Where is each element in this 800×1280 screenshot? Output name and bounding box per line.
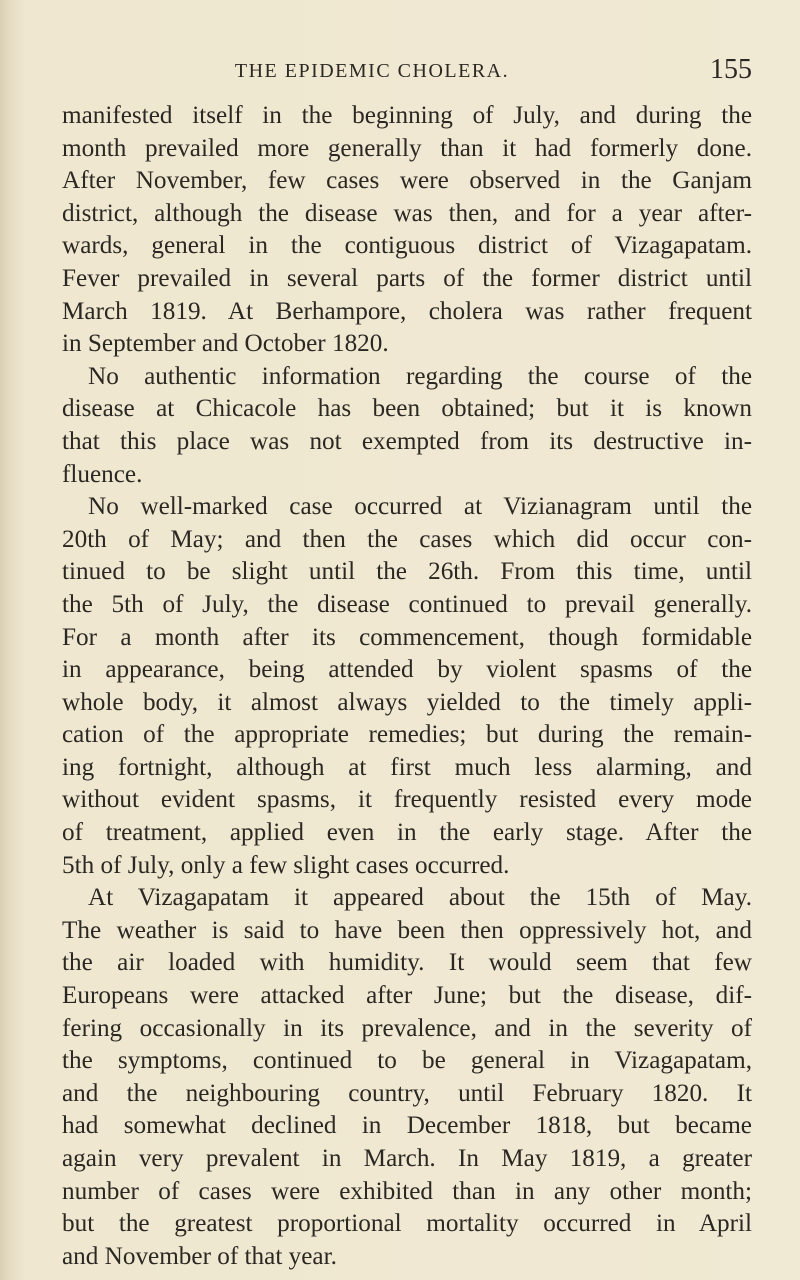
paragraph bbox=[62, 882, 752, 1273]
text-line: fering occasionally in its prevalence, and in the severity of bbox=[62, 1014, 752, 1042]
running-title: THE EPIDEMIC CHOLERA. bbox=[234, 60, 510, 82]
running-head bbox=[62, 46, 752, 86]
text-line: cation of the appropriate remedies; but during the remain- bbox=[62, 721, 752, 749]
text-line: number of cases were exhibited than in any other month; bbox=[62, 1177, 752, 1205]
text-line: The weather is said to have been then oppressively hot, and bbox=[62, 916, 752, 944]
text-line: 20th of May; and then the cases which did occur con- bbox=[62, 525, 752, 553]
text-line: without evident spasms, it frequently resisted every mode bbox=[62, 786, 752, 814]
text-line: wards, general in the contiguous district of Vizagapatam. bbox=[62, 232, 752, 260]
page-number: 155 bbox=[710, 54, 752, 85]
text-line: in appearance, being attended by violent spasms of the bbox=[62, 656, 752, 684]
text-line: but the greatest proportional mortality occurred in April bbox=[62, 1210, 752, 1238]
text-line: whole body, it almost always yielded to the timely appli- bbox=[62, 688, 752, 716]
text-line: After November, few cases were observed in the Ganjam bbox=[62, 167, 752, 195]
text-line: had somewhat declined in December 1818, but became bbox=[62, 1112, 752, 1140]
text-line: again very prevalent in March. In May 1819, a greater bbox=[62, 1145, 752, 1172]
text-line: month prevailed more generally than it had formerly done. bbox=[62, 134, 752, 162]
text-line: and the neighbouring country, until February 1820. It bbox=[62, 1079, 752, 1107]
text-line: disease at Chicacole has been obtained; but it is known bbox=[62, 395, 752, 423]
text-line: fluence. bbox=[62, 460, 143, 488]
text-line: of treatment, applied even in the early stage. After the bbox=[62, 819, 752, 847]
text-line: March 1819. At Berhampore, cholera was rather frequent bbox=[62, 297, 752, 325]
text-line: Europeans were attacked after June; but the disease, dif- bbox=[62, 982, 752, 1010]
paragraph bbox=[62, 491, 752, 882]
text-line: district, although the disease was then, and for a year after- bbox=[62, 199, 752, 227]
text-line: tinued to be slight until the 26th. From this time, until bbox=[62, 558, 752, 586]
text-line: ing fortnight, although at first much less alarming, and bbox=[62, 753, 752, 781]
text-line: 5th of July, only a few slight cases occurred. bbox=[62, 851, 510, 879]
text-line: the 5th of July, the disease continued to prevail generally. bbox=[62, 590, 752, 618]
text-line: and November of that year. bbox=[62, 1242, 337, 1270]
text-line: No authentic information regarding the course of the bbox=[88, 362, 752, 390]
paragraph bbox=[62, 361, 752, 491]
text-line: No well-marked case occurred at Vizianagram until the bbox=[88, 493, 752, 521]
text-line: For a month after its commencement, though formidable bbox=[62, 623, 752, 651]
text-line: the symptoms, continued to be general in Vizagapatam, bbox=[62, 1047, 752, 1075]
text-line: that this place was not exempted from its destructive in- bbox=[62, 427, 752, 455]
text-line: the air loaded with humidity. It would seem that few bbox=[62, 949, 752, 977]
paragraph bbox=[62, 100, 752, 361]
text-line: in September and October 1820. bbox=[62, 330, 389, 358]
text-line: At Vizagapatam it appeared about the 15th of May. bbox=[88, 884, 752, 912]
text-line: manifested itself in the beginning of July, and during the bbox=[62, 102, 752, 129]
body-text bbox=[62, 100, 752, 1273]
text-line: Fever prevailed in several parts of the former district until bbox=[62, 264, 752, 292]
